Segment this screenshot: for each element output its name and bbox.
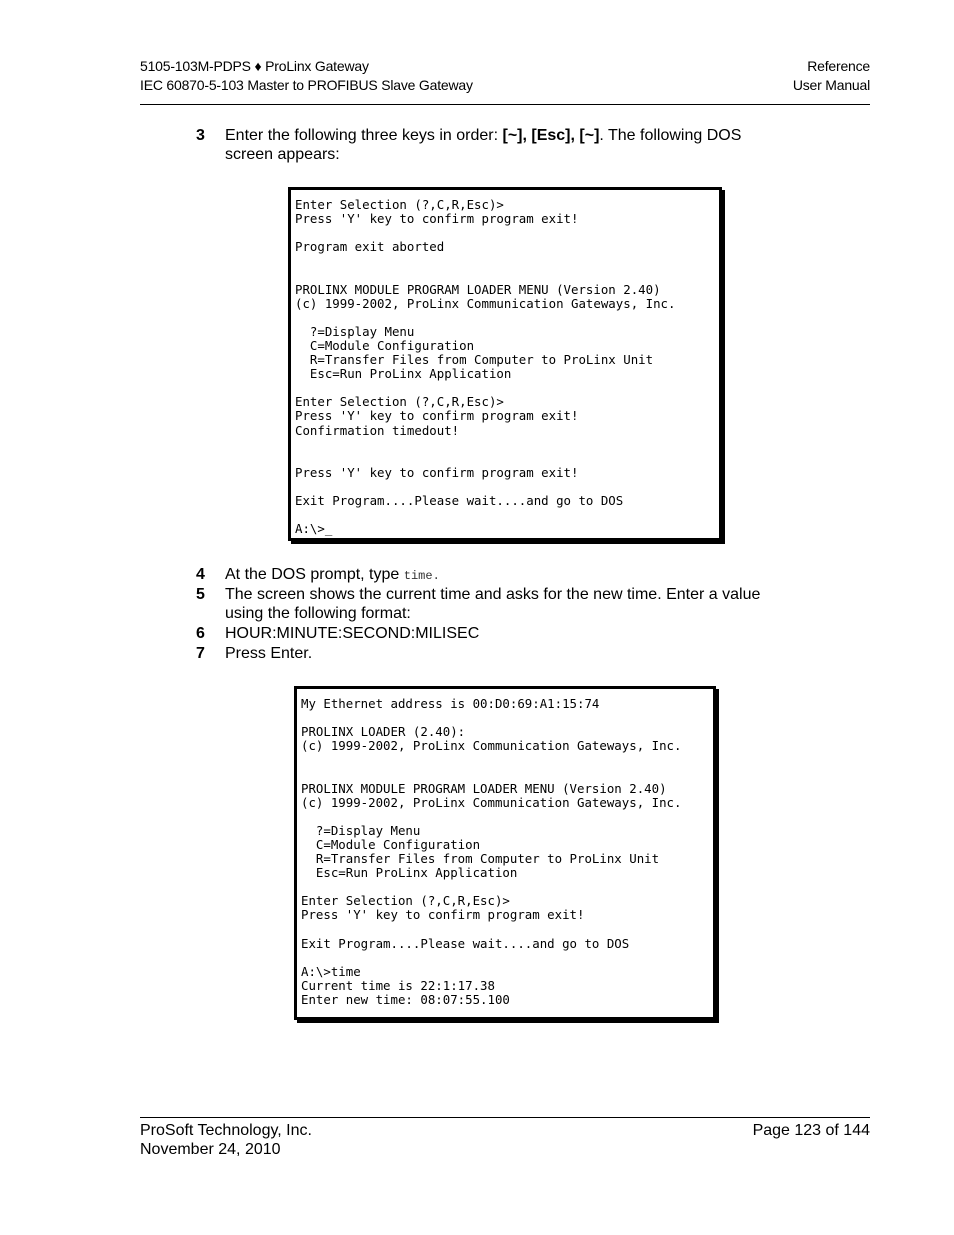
terminal-line: Exit Program....Please wait....and go to DOS [301,935,630,951]
terminal-line: Press 'Y' key to confirm program exit! [295,408,579,424]
terminal-line [295,508,719,522]
terminal-line [301,711,713,725]
footer-rule [140,1117,870,1118]
terminal-line [301,880,713,894]
terminal-line [295,438,719,452]
footer-company: ProSoft Technology, Inc. [140,1122,312,1139]
terminal-line: Current time is 22:1:17.38 [301,977,495,993]
terminal-line: C=Module Configuration [301,836,481,852]
header-doc-subtitle: IEC 60870-5-103 Master to PROFIBUS Slave Gateway [140,77,473,93]
header-rule [140,104,870,105]
footer-page-number: Page 123 of 144 [752,1122,870,1139]
step-number: 6 [196,625,205,642]
step-5 [196,585,816,625]
terminal-line [301,767,713,781]
terminal-line [295,254,719,268]
terminal-line: C=Module Configuration [295,337,475,353]
header-manual-type: User Manual [792,77,870,93]
step-number: 4 [196,566,205,583]
footer-date: November 24, 2010 [140,1141,281,1158]
step-text-after: . The following DOS [599,127,742,144]
terminal-line: A:\>time [301,963,361,979]
terminal-line [295,311,719,325]
step-text: HOUR:MINUTE:SECOND:MILISEC [225,625,480,642]
terminal-line: ?=Display Menu [301,822,421,838]
step-number: 7 [196,645,205,662]
key-sequence: [~], [Esc], [~] [502,127,600,144]
step-text-line1: The screen shows the current time and asks for the new time. Enter a value [225,586,761,603]
terminal-line: Press 'Y' key to confirm program exit! [295,211,579,227]
terminal-line: Esc=Run ProLinx Application [301,865,518,881]
terminal-line: PROLINX MODULE PROGRAM LOADER MENU (Version 2.40) [301,780,667,796]
terminal-line: R=Transfer Files from Computer to ProLinx Unit [295,352,654,368]
step-text-before: Enter the following three keys in order: [225,127,503,144]
step-3 [196,126,816,166]
dos-screen-1 [288,187,722,541]
step-text [225,585,805,623]
dos-screen-2 [294,686,716,1020]
terminal-line: (c) 1999-2002, ProLinx Communication Gateways, Inc. [301,738,682,754]
step-text [225,126,805,164]
time-command: time [403,569,433,583]
terminal-line [295,381,719,395]
terminal-line: (c) 1999-2002, ProLinx Communication Gateways, Inc. [295,295,676,311]
terminal-line: Press 'Y' key to confirm program exit! [301,907,585,923]
terminal-line: PROLINX LOADER (2.40): [301,724,466,740]
terminal-line: Press 'Y' key to confirm program exit! [295,464,579,480]
step-text-main: At the DOS prompt, type [225,566,404,583]
step-7 [196,644,816,663]
step-text: Press Enter. [225,645,313,662]
terminal-line: R=Transfer Files from Computer to ProLinx Unit [301,851,660,867]
terminal-line [295,452,719,466]
step-number: 5 [196,586,205,603]
step-number: 3 [196,127,205,144]
terminal-line: Enter Selection (?,C,R,Esc)> [295,197,504,212]
terminal-line: Enter new time: 08:07:55.100 [301,991,510,1007]
step-text [225,565,805,586]
step-6 [196,624,816,643]
terminal-line [301,810,713,824]
terminal-line: Enter Selection (?,C,R,Esc)> [301,893,510,909]
terminal-line: Confirmation timedout! [295,422,460,438]
terminal-line [301,951,713,965]
step-text-after: . [432,569,440,583]
terminal-line: Esc=Run ProLinx Application [295,366,512,382]
terminal-line [301,753,713,767]
terminal-line [295,268,719,282]
terminal-line: My Ethernet address is 00:D0:69:A1:15:74 [301,696,600,711]
terminal-line: Enter Selection (?,C,R,Esc)> [295,394,504,410]
header-section: Reference [807,58,870,74]
terminal-line: ?=Display Menu [295,323,415,339]
terminal-line [295,480,719,494]
terminal-line [295,226,719,240]
terminal-line: A:\>_ [295,521,333,537]
terminal-line: Exit Program....Please wait....and go to DOS [295,492,624,508]
terminal-line [301,923,713,937]
step-text-line2: using the following format: [225,605,411,622]
terminal-line: (c) 1999-2002, ProLinx Communication Gateways, Inc. [301,794,682,810]
step-4 [196,565,816,584]
step-text-line2: screen appears: [225,146,340,163]
terminal-line: PROLINX MODULE PROGRAM LOADER MENU (Version 2.40) [295,281,661,297]
header-doc-id: 5105-103M-PDPS ♦ ProLinx Gateway [140,58,369,74]
terminal-line: Program exit aborted [295,239,445,255]
